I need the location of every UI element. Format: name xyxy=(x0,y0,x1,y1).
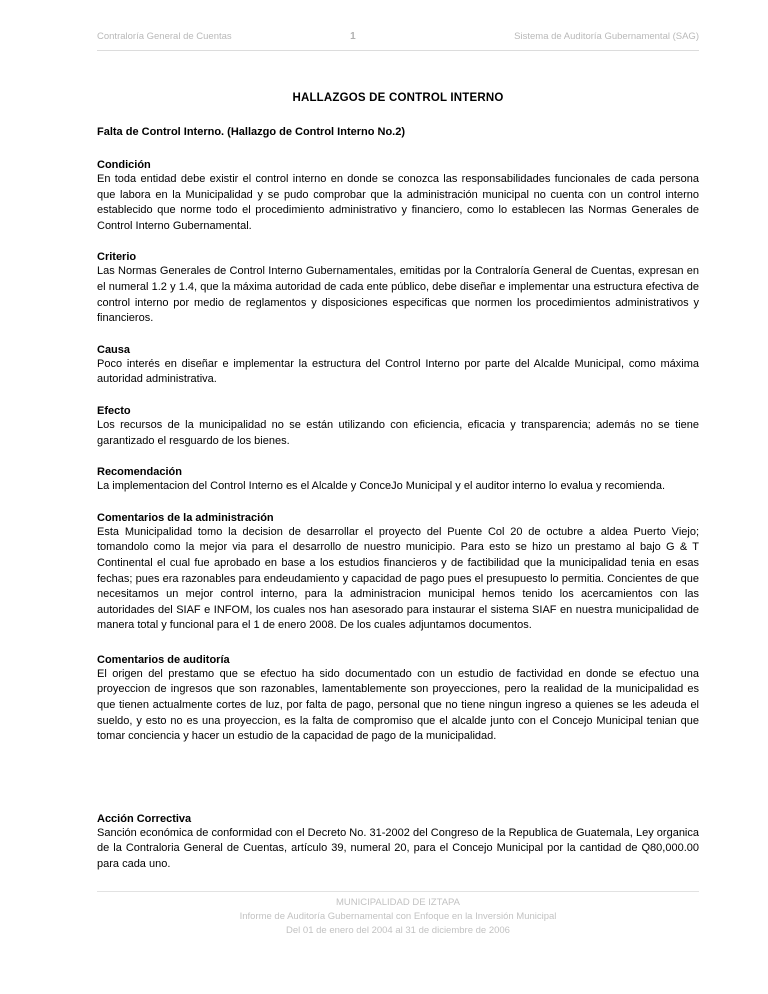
section-body-comentarios-administracion: Esta Municipalidad tomo la decision de desarrollar el proyecto del Puente Col 20 de octubre a aldea Puerto Viejo; tomandolo como la mejor via para el desarrollo de nuestro municipio. Para esto se hizo un prestamo al bajo G & T Continental el cual fue aprobado en base a los estudios financieros y de factibilidad que la municipalidad tenia en esas fechas; pues era razonables para endeudamiento y capacidad de pago pues el presupuesto lo permitia. Concientes de que necesitamos un mejor control interno, para la administracion municipal hemos tenido los acercamientos con las autoridades del SIAF e INFOM, los cuales nos han asesorado para instaurar el sistema SIAF en nuestra municipalidad de manera total y funcional para el 1 de enero 2008. De los cuales adjuntamos documentos. xyxy=(97,525,699,632)
header-organization: Contraloría General de Cuentas xyxy=(97,31,232,42)
section-body-condicion: En toda entidad debe existir el control interno en donde se conozca las responsabilidades funcionales de cada persona que labora en la Municipalidad y se pudo comprobar que la administración municipal no cuenta con un control interno establecido que norme todo el procedimiento administrativo y financiero, como lo establecen las Normas Generales de Control Interno Gubernamental. xyxy=(97,173,699,232)
section-heading-comentarios-administracion: Comentarios de la administración xyxy=(97,511,274,524)
section-causa xyxy=(97,344,699,388)
section-efecto xyxy=(97,405,699,449)
finding-title: Falta de Control Interno. (Hallazgo de Control Interno No.2) xyxy=(97,126,405,138)
section-condicion xyxy=(97,159,699,234)
section-body-accion-correctiva: Sanción económica de conformidad con el Decreto No. 31-2002 del Congreso de la Republica de Guatemala, Ley organica de la Contraloria General de Cuentas, artículo 39, numeral 20, para el Concejo Municipal por la cantidad de Q80,000.00 para cada uno. xyxy=(97,826,699,871)
section-body-efecto: Los recursos de la municipalidad no se están utilizando con eficiencia, eficacia y transparencia; además no se tiene garantizado el resguardo de los bienes. xyxy=(97,418,699,447)
section-body-criterio: Las Normas Generales de Control Interno Gubernamentales, emitidas por la Contraloría General de Cuentas, expresan en el numeral 1.2 y 1.4, que la máxima autoridad de cada ente público, debe diseñar e implementar una estructura efectiva de control interno por medio de reglamentos y disposiciones especificas que normen los procedimientos administrativos y financieros. xyxy=(97,265,699,325)
page-title: HALLAZGOS DE CONTROL INTERNO xyxy=(292,92,504,104)
section-heading-recomendacion: Recomendación xyxy=(97,466,182,479)
footer-report-period: Del 01 de enero del 2004 al 31 de diciembre de 2006 xyxy=(286,925,510,936)
footer-report-title: Informe de Auditoría Gubernamental con Enfoque en la Inversión Municipal xyxy=(239,911,557,922)
header-system-name: Sistema de Auditoría Gubernamental (SAG) xyxy=(514,31,699,42)
section-heading-accion-correctiva: Acción Correctiva xyxy=(97,812,192,825)
section-body-causa: Poco interés en diseñar e implementar la estructura del Control Interno por parte del Alcalde Municipal, como máxima autoridad administrativa. xyxy=(97,357,699,386)
section-spacer xyxy=(97,771,699,813)
page-number: 1 xyxy=(350,31,356,42)
section-comentarios-auditoria xyxy=(97,654,699,745)
section-accion-correctiva xyxy=(97,813,699,873)
section-body-comentarios-auditoria: El origen del prestamo que se efectuo ha sido documentado con un estudio de factividad en donde se efectuo una proyeccion de ingresos que son razonables, lamentablemente son proyecciones, pero la realidad de la municipalidad es que tienen actualmente cortes de luz, por falta de pago, personal que no tiene ningun ingreso a quienes se les adeuda el sueldo, y esto no es una proyeccion, es la falta de compromiso que el alcalde junto con el Concejo Municipal tenian que tomar conciencia y hacer un estudio de la capacidad de pago de la municipalidad. xyxy=(97,667,699,743)
section-heading-causa: Causa xyxy=(97,343,131,356)
section-comentarios-administracion xyxy=(97,512,699,634)
footer-entity-name: MUNICIPALIDAD DE IZTAPA xyxy=(335,897,461,908)
section-heading-criterio: Criterio xyxy=(97,251,137,264)
section-heading-comentarios-auditoria: Comentarios de auditoría xyxy=(97,653,230,666)
page-footer xyxy=(97,896,699,938)
document-body xyxy=(97,92,699,890)
header-divider xyxy=(97,50,699,51)
footer-divider xyxy=(97,891,699,892)
section-heading-condicion: Condición xyxy=(97,159,151,171)
section-recomendacion xyxy=(97,466,699,495)
section-heading-efecto: Efecto xyxy=(97,404,131,417)
section-body-recomendacion: La implementacion del Control Interno es el Alcalde y ConceJo Municipal y el auditor interno lo evalua y recomienda. xyxy=(97,480,666,493)
section-criterio xyxy=(97,251,699,326)
